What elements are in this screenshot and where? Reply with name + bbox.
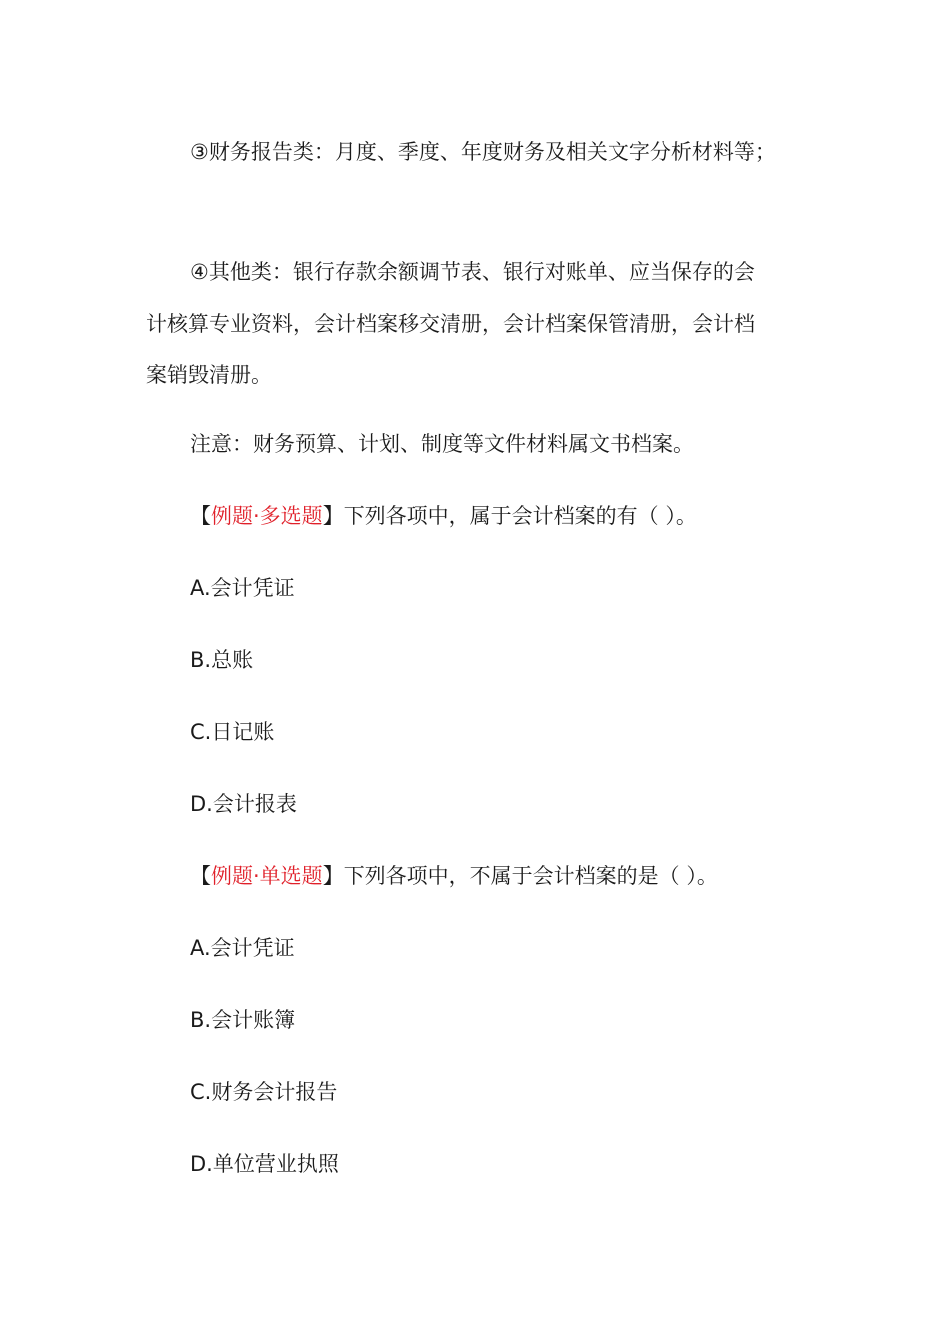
option-item: C.财务会计报告 bbox=[190, 1080, 338, 1104]
question-heading-multiple bbox=[190, 502, 697, 530]
paragraph-note: 注意：财务预算、计划、制度等文件材料属文书档案。 bbox=[190, 432, 694, 456]
paragraph-other-line3: 案销毁清册。 bbox=[146, 363, 272, 387]
bracket-open: 【 bbox=[190, 504, 211, 528]
option-item: D.会计报表 bbox=[190, 792, 297, 816]
bracket-close: 】 bbox=[322, 504, 344, 528]
option-item: D.单位营业执照 bbox=[190, 1152, 339, 1176]
option-item: A.会计凭证 bbox=[190, 576, 295, 600]
bracket-close: 】 bbox=[322, 864, 344, 888]
question-stem: 下列各项中，属于会计档案的有（ ）。 bbox=[343, 504, 697, 528]
paragraph-financial-report: ③财务报告类：月度、季度、年度财务及相关文字分析材料等； bbox=[190, 140, 776, 164]
paragraph-other-line2: 计核算专业资料，会计档案移交清册，会计档案保管清册，会计档 bbox=[146, 312, 755, 336]
option-item: B.总账 bbox=[190, 648, 254, 672]
option-item: A.会计凭证 bbox=[190, 936, 295, 960]
option-item: C.日记账 bbox=[190, 720, 275, 744]
question-tag: 例题·多选题 bbox=[211, 504, 323, 528]
question-heading-single bbox=[190, 862, 718, 890]
bracket-open: 【 bbox=[190, 864, 211, 888]
question-tag: 例题·单选题 bbox=[211, 864, 323, 888]
paragraph-other-line1: ④其他类：银行存款余额调节表、银行对账单、应当保存的会 bbox=[190, 260, 755, 284]
option-item: B.会计账簿 bbox=[190, 1008, 296, 1032]
question-stem: 下列各项中，不属于会计档案的是（ ）。 bbox=[343, 864, 718, 888]
